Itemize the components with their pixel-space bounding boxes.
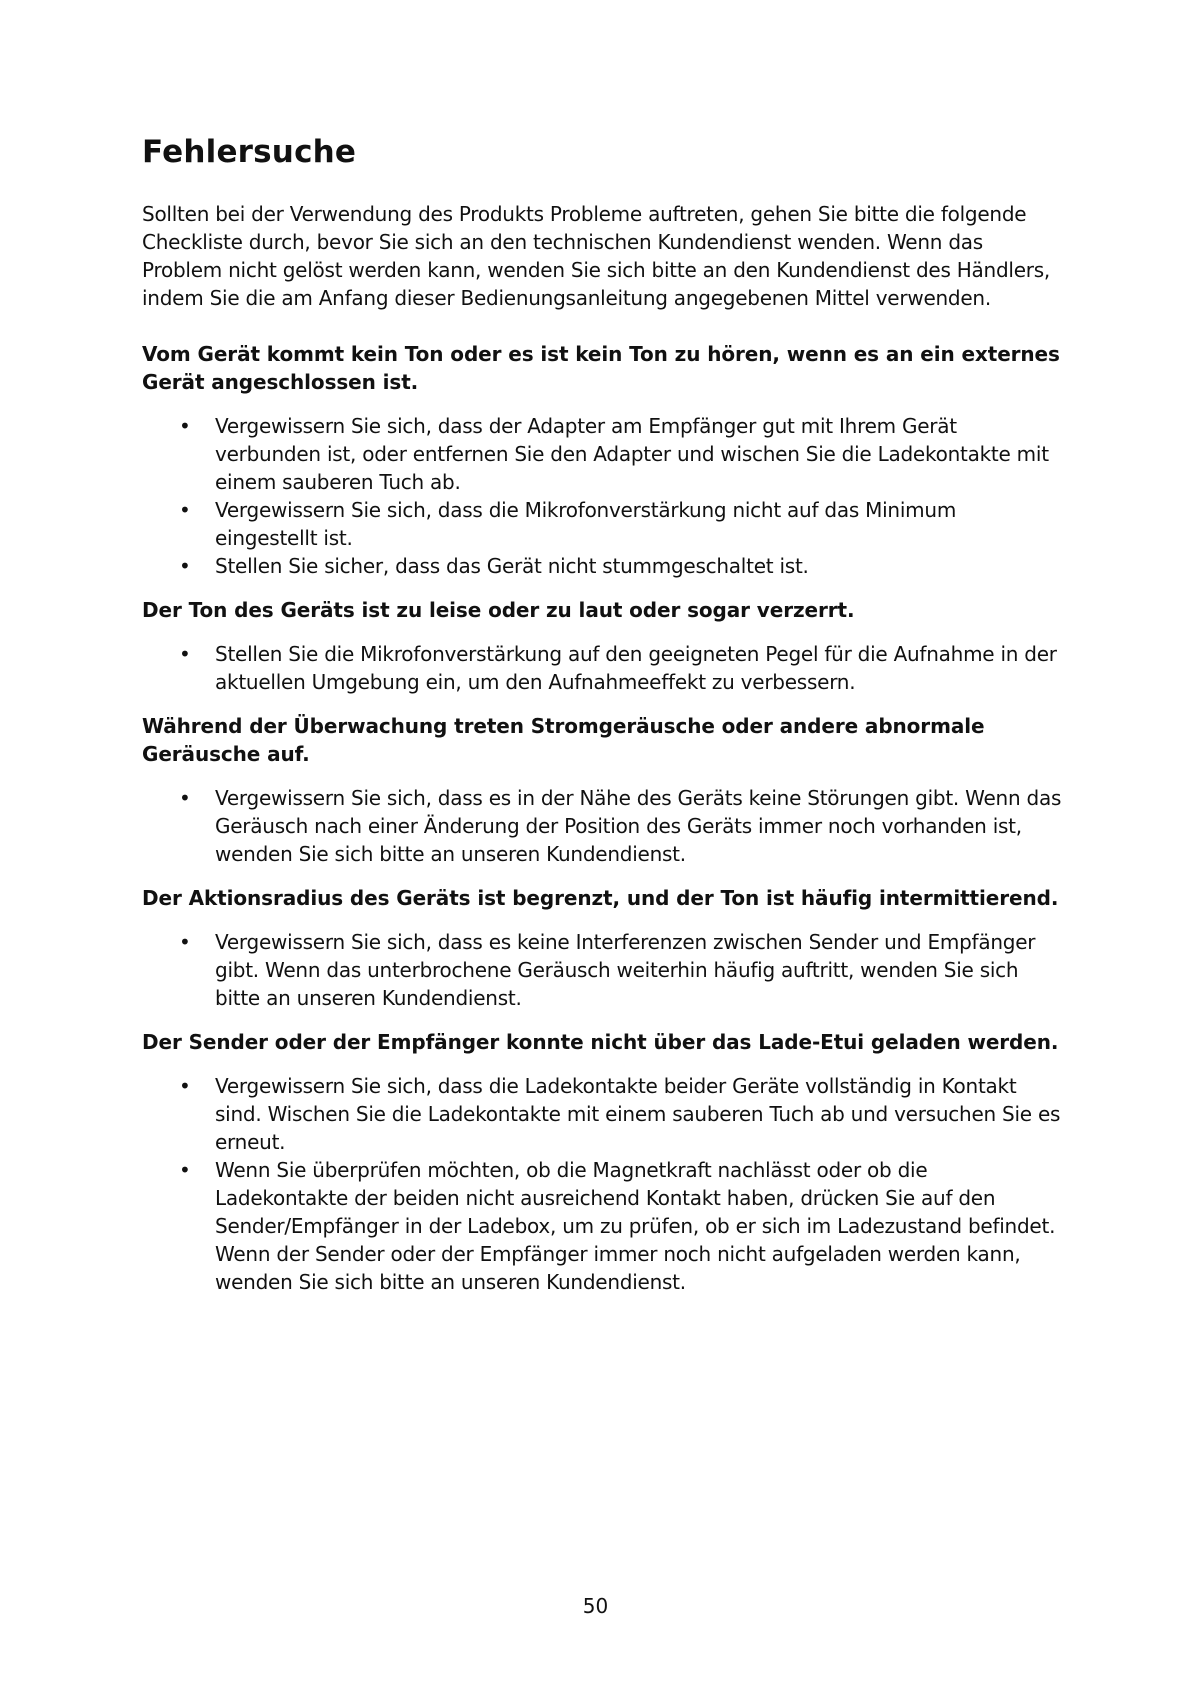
list-item-text: Vergewissern Sie sich, dass der Adapter am Empfänger gut mit Ihrem Gerät verbunden ist, oder entfernen Sie den Adapter und wischen Sie die Ladekontakte mit einem sauberen Tuch ab.: [215, 414, 1049, 494]
section-3: [142, 712, 1062, 868]
list-item-text: Vergewissern Sie sich, dass die Ladekontakte beider Geräte vollständig in Kontakt sind. Wischen Sie die Ladekontakte mit einem sauberen Tuch ab und versuchen Sie es erneut.: [215, 1074, 1061, 1154]
bullet-list: [142, 784, 1062, 868]
list-item-text: Vergewissern Sie sich, dass es in der Nähe des Geräts keine Störungen gibt. Wenn das Geräusch nach einer Änderung der Position des Geräts immer noch vorhanden ist, wenden Sie sich bitte an unseren Kundendienst.: [215, 786, 1062, 866]
section-2: [142, 596, 1062, 696]
list-item: [142, 1156, 1062, 1296]
page-title: Fehlersuche: [142, 134, 357, 170]
bullet-icon: •: [179, 554, 191, 578]
list-item: [142, 552, 1062, 580]
bullet-icon: •: [179, 414, 191, 438]
list-item-text: Wenn Sie überprüfen möchten, ob die Magnetkraft nachlässt oder ob die Ladekontakte der beiden nicht ausreichend Kontakt haben, drücken Sie auf den Sender/Empfänger in der Ladebox, um zu prüfen, ob er sich im Ladezustand befindet. Wenn der Sender oder der Empfänger immer noch nicht aufgeladen werden kann, wenden Sie sich bitte an unseren Kundendienst.: [215, 1158, 1056, 1294]
page-number: 50: [582, 1594, 609, 1618]
bullet-list: [142, 1072, 1062, 1296]
section-5: [142, 1028, 1062, 1296]
section-1: [142, 340, 1062, 580]
bullet-icon: •: [179, 498, 191, 522]
section-heading: Vom Gerät kommt kein Ton oder es ist kein Ton zu hören, wenn es an ein externes Gerät angeschlossen ist.: [142, 342, 1060, 394]
list-item: [142, 412, 1062, 496]
section-4: [142, 884, 1062, 1012]
bullet-list: [142, 928, 1062, 1012]
document-page: [142, 132, 1062, 1312]
bullet-icon: •: [179, 642, 191, 666]
bullet-icon: •: [179, 1074, 191, 1098]
list-item: [142, 496, 1062, 552]
list-item: [142, 1072, 1062, 1156]
list-item: [142, 928, 1062, 1012]
bullet-list: [142, 412, 1062, 580]
list-item-text: Stellen Sie die Mikrofonverstärkung auf den geeigneten Pegel für die Aufnahme in der aktuellen Umgebung ein, um den Aufnahmeeffekt zu verbessern.: [215, 642, 1057, 694]
bullet-list: [142, 640, 1062, 696]
section-heading: Während der Überwachung treten Stromgeräusche oder andere abnormale Geräusche auf.: [142, 714, 985, 766]
section-heading: Der Aktionsradius des Geräts ist begrenzt, und der Ton ist häufig intermittierend.: [142, 886, 1059, 910]
list-item-text: Stellen Sie sicher, dass das Gerät nicht stummgeschaltet ist.: [215, 554, 809, 578]
section-heading: Der Sender oder der Empfänger konnte nicht über das Lade-Etui geladen werden.: [142, 1030, 1059, 1054]
bullet-icon: •: [179, 786, 191, 810]
intro-paragraph: Sollten bei der Verwendung des Produkts Probleme auftreten, gehen Sie bitte die folgende Checkliste durch, bevor Sie sich an den technischen Kundendienst wenden. Wenn das Problem nicht gelöst werden kann, wenden Sie sich bitte an den Kundendienst des Händlers, indem Sie die am Anfang dieser Bedienungsanleitung angegebenen Mittel verwenden.: [142, 202, 1051, 310]
list-item: [142, 640, 1062, 696]
bullet-icon: •: [179, 930, 191, 954]
bullet-icon: •: [179, 1158, 191, 1182]
section-heading: Der Ton des Geräts ist zu leise oder zu laut oder sogar verzerrt.: [142, 598, 855, 622]
list-item: [142, 784, 1062, 868]
list-item-text: Vergewissern Sie sich, dass die Mikrofonverstärkung nicht auf das Minimum eingestellt ist.: [215, 498, 957, 550]
list-item-text: Vergewissern Sie sich, dass es keine Interferenzen zwischen Sender und Empfänger gibt. Wenn das unterbrochene Geräusch weiterhin häufig auftritt, wenden Sie sich bitte an unseren Kundendienst.: [215, 930, 1036, 1010]
